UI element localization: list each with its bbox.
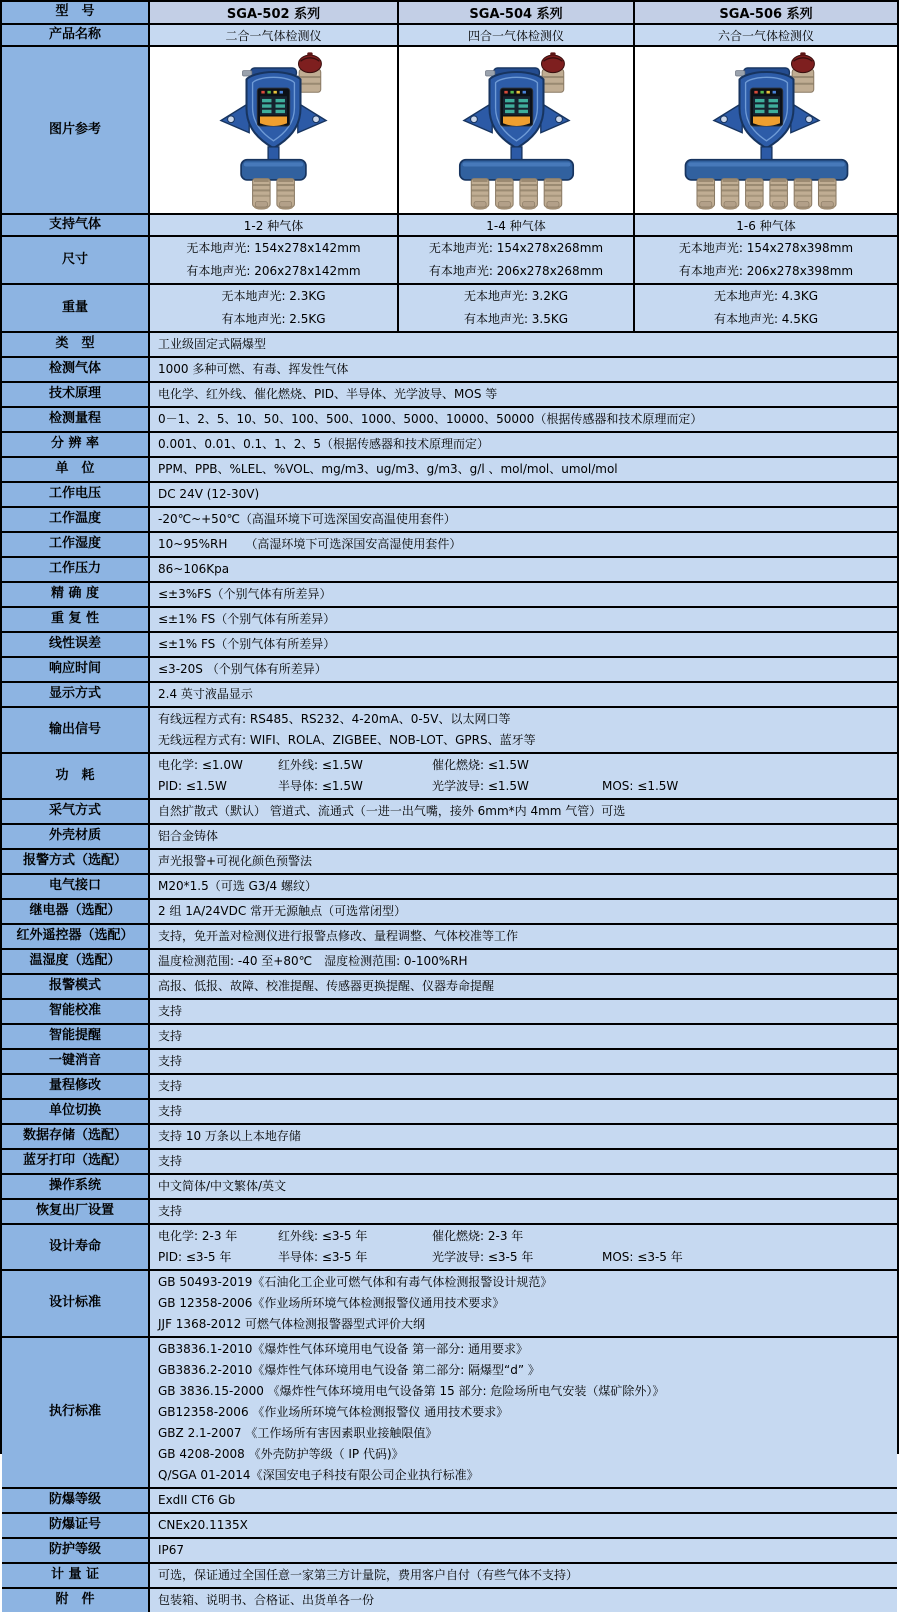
sensor-manifold [685,147,847,180]
spec-label: 防爆等级 [2,1489,150,1512]
sensor-cylinder [495,179,513,210]
spec-value-line: 支持 [158,1004,183,1018]
table-row [2,631,897,656]
dimension-line: 无本地声光: 154x278x268mm [428,241,604,255]
spec-value-line: 支持 [158,1029,183,1043]
spec-value-line: 声光报警+可视化颜色预警法 [158,854,313,868]
sensor-manifold [459,147,572,180]
weight-504 [399,285,635,331]
gases-506: 1-6 种气体 [635,215,897,235]
spec-value [150,975,897,998]
spec-value-line: ≤±1% FS（个别气体有所差异） [158,612,336,626]
row-label-product-name: 产品名称 [2,25,150,45]
spec-value-line: GB12358-2006 《作业场所环境气体检测报警仪 通用技术要求》 [158,1405,509,1419]
spec-value [150,1225,897,1269]
spec-label: 报警方式（选配） [2,850,150,873]
row-label-model: 型 号 [2,2,150,23]
spec-label: 响应时间 [2,658,150,681]
gases-504: 1-4 种气体 [399,215,635,235]
spec-value [150,1338,897,1487]
table-row [2,998,897,1023]
spec-label: 执行标准 [2,1338,150,1487]
sensor-cylinder [544,179,562,210]
spec-value-line: GB3836.1-2010《爆炸性气体环境用电气设备 第一部分: 通用要求》 [158,1342,529,1356]
spec-label: 设计标准 [2,1271,150,1336]
detector-screen [500,88,532,126]
spec-label: 技术原理 [2,383,150,406]
table-row [2,531,897,556]
dimensions-502 [150,237,399,283]
spec-value [150,1271,897,1336]
spec-value-segment: MOS: ≤1.5W [602,779,679,793]
table-row [2,356,897,381]
spec-value-line: 工业级固定式隔爆型 [158,337,267,351]
spec-label: 温湿度（选配） [2,950,150,973]
detector-screen [750,88,782,126]
table-row [2,1512,897,1537]
sensor-cylinder [794,179,812,210]
spec-value-segment: 催化燃烧: ≤1.5W [432,758,529,772]
sensor-manifold [241,147,306,180]
spec-value-segment: PID: ≤1.5W [158,779,227,793]
spec-label: 检测量程 [2,408,150,431]
spec-value-segment: 催化燃烧: 2-3 年 [432,1229,524,1243]
table-row [2,973,897,998]
dimension-line: 无本地声光: 154x278x398mm [678,241,854,255]
spec-value-line: -20℃~+50℃（高温环境下可选深国安高温使用套件） [158,512,456,526]
spec-value [150,483,897,506]
spec-value-line: CNEx20.1135X [158,1518,248,1532]
spec-value-line [158,755,891,776]
spec-value-line: GB 50493-2019《石油化工企业可燃气体和有毒气体检测报警设计规范》 [158,1275,553,1289]
spec-value [150,458,897,481]
spec-value [150,533,897,556]
table-row [2,581,897,606]
table-row [2,506,897,531]
spec-value [150,633,897,656]
table-row [2,1148,897,1173]
spec-label: 一键消音 [2,1050,150,1073]
table-row [2,606,897,631]
spec-value [150,1589,897,1612]
spec-label: 工作湿度 [2,533,150,556]
gas-detector-image [171,49,376,211]
spec-label: 继电器（选配） [2,900,150,923]
table-row [2,848,897,873]
spec-value-line: PPM、PPB、%LEL、%VOL、mg/m3、ug/m3、g/m3、g/l 、mol/mol、umol/mol [158,462,618,476]
table-row [2,381,897,406]
table-row [2,752,897,798]
weight-line: 无本地声光: 2.3KG [221,289,326,303]
table-row [2,1537,897,1562]
sensor-cylinder [769,179,787,210]
weight-line: 无本地声光: 4.3KG [713,289,819,303]
spec-value-line: 10~95%RH （高湿环境下可选深国安高湿使用套件） [158,537,462,551]
spec-value [150,333,897,356]
dimensions-504 [399,237,635,283]
table-row [2,1198,897,1223]
detector-screen [257,88,289,126]
product-image [150,47,399,213]
sensor-cylinder [471,179,489,210]
spec-label: 单 位 [2,458,150,481]
table-row [2,1123,897,1148]
spec-value-line: IP67 [158,1543,185,1557]
spec-value [150,683,897,706]
weight-line: 有本地声光: 4.5KG [713,312,819,326]
sensor-cylinder [277,179,295,210]
spec-label: 精 确 度 [2,583,150,606]
table-row [2,1098,897,1123]
table-row [2,798,897,823]
spec-value [150,508,897,531]
spec-label: 类 型 [2,333,150,356]
spec-label: 红外遥控器（选配） [2,925,150,948]
product-name-502: 二合一气体检测仪 [150,25,399,45]
spec-label: 操作系统 [2,1175,150,1198]
spec-value-line: 支持 [158,1079,183,1093]
product-image [635,47,897,213]
spec-value [150,800,897,823]
gas-detector-image [664,49,869,211]
dimension-line: 有本地声光: 206x278x268mm [428,264,604,278]
spec-value-segment: 半导体: ≤1.5W [278,779,363,793]
table-row [2,331,897,356]
spec-label: 单位切换 [2,1100,150,1123]
table-row [2,923,897,948]
spec-value [150,1539,897,1562]
spec-value [150,1150,897,1173]
spec-value-line: 支持 [158,1054,183,1068]
spec-value [150,925,897,948]
table-row [2,898,897,923]
table-row [2,556,897,581]
table-row [2,681,897,706]
spec-label: 工作温度 [2,508,150,531]
spec-value [150,608,897,631]
spec-value [150,1050,897,1073]
spec-value [150,825,897,848]
spec-label: 分 辨 率 [2,433,150,456]
dimension-line: 有本地声光: 206x278x398mm [678,264,854,278]
table-row [2,1562,897,1587]
spec-value [150,1175,897,1198]
spec-value-line: 0－1、2、5、10、50、100、500、1000、5000、10000、50000（根据传感器和技术原理而定） [158,412,703,426]
weight-line: 无本地声光: 3.2KG [463,289,569,303]
product-image-row [2,45,897,213]
spec-rows [2,331,897,1612]
spec-label: 外壳材质 [2,825,150,848]
spec-value-line: 有线远程方式有: RS485、RS232、4-20mA、0-5V、以太网口等 [158,712,511,726]
spec-value [150,1075,897,1098]
dimensions-row [2,235,897,283]
spec-value-segment: MOS: ≤3-5 年 [602,1250,683,1264]
sensor-cylinder [253,179,271,210]
table-row [2,873,897,898]
spec-label: 数据存储（选配） [2,1125,150,1148]
dimensions-506 [635,237,897,283]
model-sga-506: SGA-506 系列 [635,2,897,23]
sensor-cylinder [818,179,836,210]
spec-value [150,1100,897,1123]
row-label-image: 图片参考 [2,47,150,213]
spec-value [150,1200,897,1223]
table-row [2,948,897,973]
spec-label: 工作压力 [2,558,150,581]
sensor-cylinder [696,179,714,210]
spec-value [150,1489,897,1512]
spec-value-line: GBZ 2.1-2007 《工作场所有害因素职业接触限值》 [158,1426,438,1440]
product-name-row [2,23,897,45]
spec-label: 智能提醒 [2,1025,150,1048]
spec-value [150,408,897,431]
spec-value [150,1564,897,1587]
spec-value-line: 支持，免开盖对检测仪进行报警点修改、量程调整、气体校准等工作 [158,929,519,943]
spec-value [150,850,897,873]
spec-value-line: ExdII CT6 Gb [158,1493,236,1507]
spec-value-line: GB3836.2-2010《爆炸性气体环境用电气设备 第二部分: 隔爆型“d” 》 [158,1363,540,1377]
sensor-cylinder [721,179,739,210]
table-row [2,1269,897,1336]
spec-value-line: GB 4208-2008 《外壳防护等级（ IP 代码)》 [158,1447,404,1461]
spec-label: 报警模式 [2,975,150,998]
spec-label: 检测气体 [2,358,150,381]
spec-label: 设计寿命 [2,1225,150,1269]
spec-value-line: 86~106Kpa [158,562,230,576]
table-row [2,1223,897,1269]
spec-value-segment: 电化学: 2-3 年 [158,1229,238,1243]
spec-label: 防爆证号 [2,1514,150,1537]
spec-label: 线性误差 [2,633,150,656]
spec-value [150,1000,897,1023]
spec-value-line: 电化学、红外线、催化燃烧、PID、半导体、光学波导、MOS 等 [158,387,498,401]
table-row [2,656,897,681]
spec-value-line: ≤3-20S （个别气体有所差异） [158,662,327,676]
spec-value-line: M20*1.5（可选 G3/4 螺纹） [158,879,317,893]
spec-value-line: 中文简体/中文繁体/英文 [158,1179,287,1193]
table-row [2,1487,897,1512]
table-row [2,481,897,506]
spec-value-line: 1000 多种可燃、有毒、挥发性气体 [158,362,349,376]
spec-value-line: 自然扩散式（默认） 管道式、流通式（一进一出气嘴，接外 6mm*内 4mm 气管）可选 [158,804,626,818]
dimension-line: 无本地声光: 154x278x142mm [186,241,361,255]
spec-value-line: 2.4 英寸液晶显示 [158,687,253,701]
product-name-504: 四合一气体检测仪 [399,25,635,45]
spec-value [150,708,897,752]
spec-value-line: JJF 1368-2012 可燃气体检测报警器型式评价大纲 [158,1317,426,1331]
spec-value [150,583,897,606]
row-label-dimensions: 尺寸 [2,237,150,283]
spec-label: 蓝牙打印（选配） [2,1150,150,1173]
spec-value-line: GB 3836.15-2000 《爆炸性气体环境用电气设备第 15 部分: 危险场所电气安装（煤矿除外）》 [158,1384,665,1398]
spec-value-line: 支持 10 万条以上本地存储 [158,1129,301,1143]
table-row [2,431,897,456]
table-row [2,1023,897,1048]
spec-value-line: 0.001、0.01、0.1、1、2、5（根据传感器和技术原理而定） [158,437,490,451]
spec-value-line: 无线远程方式有: WIFI、ROLA、ZIGBEE、NOB-LOT、GPRS、蓝牙等 [158,733,536,747]
spec-value [150,658,897,681]
spec-value-line: 高报、低报、故障、校准提醒、传感器更换提醒、仪器寿命提醒 [158,979,495,993]
table-row [2,456,897,481]
spec-label: 采气方式 [2,800,150,823]
spec-value-segment: 光学波导: ≤3-5 年 [432,1250,534,1264]
spec-value [150,383,897,406]
spec-label: 附 件 [2,1589,150,1612]
spec-value-line [158,776,891,797]
gas-detector-image [414,49,619,211]
gases-row [2,213,897,235]
dimension-line: 有本地声光: 206x278x142mm [186,264,361,278]
spec-value [150,900,897,923]
weight-line: 有本地声光: 2.5KG [221,312,326,326]
weight-row [2,283,897,331]
spec-value-line: DC 24V (12-30V) [158,487,260,501]
product-name-506: 六合一气体检测仪 [635,25,897,45]
model-sga-502: SGA-502 系列 [150,2,399,23]
spec-value [150,950,897,973]
spec-label: 功 耗 [2,754,150,798]
spec-value [150,433,897,456]
spec-value-line: 可选，保证通过全国任意一家第三方计量院，费用客户自付（有些气体不支持） [158,1568,579,1582]
model-sga-504: SGA-504 系列 [399,2,635,23]
spec-label: 恢复出厂设置 [2,1200,150,1223]
table-row [2,706,897,752]
table-row [2,1173,897,1198]
spec-value-line: 支持 [158,1204,183,1218]
spec-value-segment: 光学波导: ≤1.5W [432,779,529,793]
weight-506 [635,285,897,331]
spec-value-line [158,1226,891,1247]
spec-value [150,1514,897,1537]
table-row [2,1587,897,1612]
spec-label: 电气接口 [2,875,150,898]
spec-value-line: 2 组 1A/24VDC 常开无源触点（可选常闭型） [158,904,407,918]
spec-label: 智能校准 [2,1000,150,1023]
spec-value-segment: 电化学: ≤1.0W [158,758,243,772]
model-header-row [2,2,897,23]
spec-value-line: 支持 [158,1154,183,1168]
spec-value-segment: PID: ≤3-5 年 [158,1250,232,1264]
sensor-cylinder [745,179,763,210]
row-label-gases: 支持气体 [2,215,150,235]
spec-value-line: 包装箱、说明书、合格证、出货单各一份 [158,1593,375,1607]
spec-label: 防护等级 [2,1539,150,1562]
table-row [2,406,897,431]
table-row [2,1073,897,1098]
spec-value [150,875,897,898]
spec-value [150,1025,897,1048]
spec-value [150,754,897,798]
table-row [2,1336,897,1487]
spec-value-line: ≤±1% FS（个别气体有所差异） [158,637,336,651]
spec-value-line: ≤±3%FS（个别气体有所差异） [158,587,332,601]
spec-value [150,358,897,381]
spec-value [150,1125,897,1148]
spec-label: 计 量 证 [2,1564,150,1587]
spec-label: 输出信号 [2,708,150,752]
spec-value-line: 铝合金铸体 [158,829,219,843]
spec-label: 量程修改 [2,1075,150,1098]
table-row [2,1048,897,1073]
spec-label: 工作电压 [2,483,150,506]
gases-502: 1-2 种气体 [150,215,399,235]
table-row [2,823,897,848]
spec-value [150,558,897,581]
spec-value-segment: 红外线: ≤1.5W [278,758,363,772]
sensor-cylinder [519,179,537,210]
spec-label: 重 复 性 [2,608,150,631]
spec-value-line [158,1247,891,1268]
row-label-weight: 重量 [2,285,150,331]
spec-value-line: Q/SGA 01-2014《深国安电子科技有限公司企业执行标准》 [158,1468,479,1482]
spec-value-segment: 半导体: ≤3-5 年 [278,1250,368,1264]
product-image [399,47,635,213]
spec-value-line: GB 12358-2006《作业场所环境气体检测报警仪通用技术要求》 [158,1296,505,1310]
spec-value-segment: 红外线: ≤3-5 年 [278,1229,368,1243]
weight-502 [150,285,399,331]
spec-value-line: 温度检测范围: -40 至+80℃ 湿度检测范围: 0-100%RH [158,954,468,968]
spec-value-line: 支持 [158,1104,183,1118]
spec-label: 显示方式 [2,683,150,706]
weight-line: 有本地声光: 3.5KG [463,312,569,326]
